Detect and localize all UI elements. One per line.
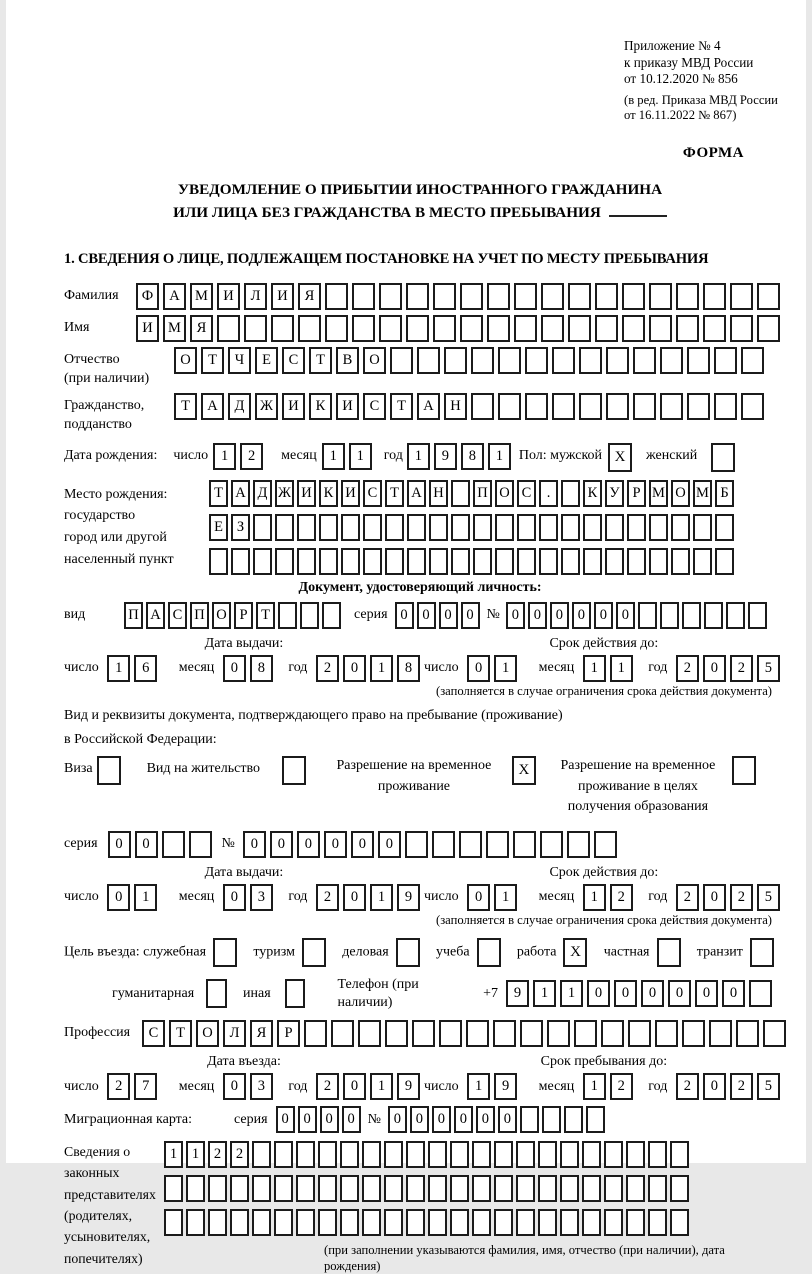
year-label: год: [648, 1078, 668, 1094]
year-label: год: [648, 889, 668, 905]
day-label: число: [423, 1078, 459, 1094]
stay-until-group: [424, 1053, 784, 1100]
residence-expiry-year-cells[interactable]: 2 0 2 5: [676, 884, 784, 911]
doc-expiry-year-cells[interactable]: 2 0 2 5: [676, 655, 784, 682]
residence-expiry-month-cells[interactable]: 1 2: [583, 884, 637, 911]
identity-doc-row: [64, 602, 776, 629]
residence-expiry-group: [424, 864, 784, 911]
residence-doc-intro: [64, 707, 776, 748]
residence-issue-group: [64, 864, 424, 911]
residence-doc-series-row: [64, 831, 776, 858]
revision-line: от 16.11.2022 № 867): [624, 108, 737, 123]
purpose-study-checkbox[interactable]: [477, 938, 501, 967]
legal-reps-note: (при заполнении указываются фамилия, имя, отчество (при наличии), дата рождения): [324, 1242, 725, 1273]
doc-issue-year-cells[interactable]: 2 0 1 8: [316, 655, 424, 682]
revision-line: (в ред. Приказа МВД России: [624, 92, 778, 107]
residence-expiry-title: Срок действия до:: [549, 865, 659, 881]
patronymic-cells[interactable]: О Т Ч Е С Т В О: [174, 347, 768, 374]
birth-place-row: [64, 480, 776, 575]
doc-expiry-day-cells[interactable]: 0 1: [467, 655, 521, 682]
patronymic-label: Отчество: [64, 351, 120, 367]
entry-purpose-row2: [64, 976, 776, 1011]
legal-reps-cells-line3[interactable]: [164, 1209, 692, 1236]
purpose-private-checkbox[interactable]: [657, 938, 681, 967]
doc-expiry-title: Срок действия до:: [549, 636, 659, 652]
day-label: число: [64, 889, 99, 905]
month-label: месяц: [538, 889, 575, 905]
doc-expiry-month-cells[interactable]: 1 1: [583, 655, 637, 682]
birth-place-cells-line1[interactable]: Т А Д Ж И К И С Т А Н П О С . К У Р М О М Б: [209, 480, 737, 507]
birth-day-cells[interactable]: 1 2: [213, 443, 267, 470]
year-label: год: [288, 889, 308, 905]
purpose-other-checkbox[interactable]: [285, 979, 306, 1008]
profession-cells[interactable]: С Т О Л Я Р: [142, 1020, 790, 1047]
citizenship-cells[interactable]: Т А Д Ж И К И С Т А Н: [174, 393, 768, 420]
day-label: число: [64, 660, 99, 676]
entry-purpose-option: деловая: [342, 938, 419, 967]
section1-heading: 1. СВЕДЕНИЯ О ЛИЦЕ, ПОДЛЕЖАЩЕМ ПОСТАНОВКЕ НА УЧЕТ ПО МЕСТУ ПРЕБЫВАНИЯ: [64, 251, 709, 268]
entry-date-title: Дата въезда:: [207, 1054, 281, 1070]
day-label: число: [64, 1078, 99, 1094]
identity-doc-heading: Документ, удостоверяющий личность:: [298, 579, 542, 595]
doc-issue-title: Дата выдачи:: [204, 636, 284, 652]
entry-date-group: [64, 1053, 424, 1100]
identity-doc-dates: [64, 635, 776, 682]
residence-permit-label: Вид на жительство: [146, 761, 260, 777]
day-label: число: [423, 660, 459, 676]
gender-female-label: женский: [646, 447, 698, 463]
title-blank-underline: [609, 203, 667, 217]
given-name-label: Имя: [64, 319, 90, 335]
birth-place-sublabel: город или другой: [64, 529, 167, 545]
number-label: №: [221, 836, 235, 852]
residence-expiry-day-cells[interactable]: 0 1: [467, 884, 521, 911]
entry-purpose-option: частная: [604, 938, 681, 967]
doc-type-label: вид: [64, 607, 86, 623]
phone-prefix: +7: [483, 986, 498, 1002]
migration-card-label: Миграционная карта:: [64, 1111, 193, 1127]
purpose-commercial-checkbox[interactable]: [396, 938, 420, 967]
residence-option-visa: [64, 756, 121, 785]
entry-purpose-option: работа X: [517, 938, 588, 967]
residence-expiry-note: (заполняется в случае ограничения срока действия документа): [436, 912, 772, 927]
surname-row: [64, 283, 776, 310]
series-label: серия: [234, 1111, 268, 1127]
year-label: год: [288, 660, 308, 676]
migration-number-cells[interactable]: 0 0 0 0 0 0: [388, 1106, 608, 1133]
entry-stay-dates: [64, 1053, 776, 1100]
month-label: месяц: [538, 660, 575, 676]
month-label: месяц: [281, 447, 317, 463]
profession-label: Профессия: [64, 1025, 131, 1041]
residence-permit-checkbox[interactable]: [282, 756, 306, 785]
birth-place-label: Место рождения:: [64, 486, 168, 502]
citizenship-label: Гражданство,: [64, 397, 145, 413]
form-title-line2: ИЛИ ЛИЦА БЕЗ ГРАЖДАНСТВА В МЕСТО ПРЕБЫВАНИЯ: [64, 202, 776, 225]
number-label: №: [367, 1111, 381, 1127]
doc-number-cells[interactable]: 0 0 0 0 0 0: [506, 602, 770, 629]
day-label: число: [173, 447, 209, 463]
series-label: серия: [64, 836, 98, 852]
year-label: год: [648, 660, 668, 676]
profession-row: [64, 1020, 776, 1047]
stay-day-cells[interactable]: 1 9: [467, 1073, 521, 1100]
birth-date-label: Дата рождения:: [64, 447, 158, 463]
doc-issue-month-cells[interactable]: 0 8: [223, 655, 277, 682]
visa-checkbox[interactable]: [97, 756, 121, 785]
residence-option-permit: [147, 756, 306, 785]
phone-label: Телефон (при наличии): [337, 977, 419, 1010]
citizenship-row: [64, 393, 776, 434]
stay-year-cells[interactable]: 2 0 2 5: [676, 1073, 784, 1100]
purpose-work-checkbox[interactable]: X: [563, 938, 587, 967]
stay-until-title: Срок пребывания до:: [540, 1054, 668, 1070]
temp-residence-label: Разрешение на временное проживание: [336, 758, 492, 794]
purpose-tourism-checkbox[interactable]: [302, 938, 326, 967]
birth-place-sublabel: государство: [64, 508, 136, 524]
gender-male-label: Пол: мужской: [518, 447, 603, 463]
month-label: месяц: [178, 660, 215, 676]
year-label: год: [383, 447, 403, 463]
month-label: месяц: [538, 1078, 575, 1094]
birth-place-sublabel: населенный пункт: [64, 551, 174, 567]
given-name-row: [64, 315, 776, 342]
purpose-humanitarian-label: гуманитарная: [112, 986, 195, 1002]
purpose-business-checkbox[interactable]: [213, 938, 237, 967]
entry-purpose-label: Цель въезда: служебная: [64, 945, 207, 961]
residence-doc-intro-line1: Вид и реквизиты документа, подтверждающего право на пребывание (проживание): [64, 708, 563, 724]
doc-type-cells[interactable]: П А С П О Р Т: [124, 602, 344, 629]
surname-label: Фамилия: [64, 287, 119, 303]
birth-date-row: [64, 443, 776, 472]
entry-purpose-option: туризм: [253, 938, 326, 967]
surname-cells[interactable]: Ф А М И Л И Я: [136, 283, 784, 310]
migration-series-cells[interactable]: 0 0 0 0: [276, 1106, 364, 1133]
series-label: серия: [354, 607, 388, 623]
year-label: год: [288, 1078, 308, 1094]
legal-reps-cells-line1[interactable]: 1 1 2 2: [164, 1141, 692, 1168]
given-name-cells[interactable]: И М Я: [136, 315, 784, 342]
entry-purpose-option: транзит: [697, 938, 774, 967]
doc-series-cells[interactable]: 0 0 0 0: [395, 602, 483, 629]
purpose-other-label: иная: [243, 986, 271, 1002]
residence-doc-intro-line2: в Российской Федерации:: [64, 731, 217, 747]
doc-issue-day-cells[interactable]: 1 6: [107, 655, 161, 682]
residence-option-education: [554, 756, 756, 817]
doc-issue-group: [64, 635, 424, 682]
arrival-notification-form: [6, 0, 806, 1273]
purpose-transit-checkbox[interactable]: [750, 938, 774, 967]
entry-year-cells[interactable]: 2 0 1 9: [316, 1073, 424, 1100]
patronymic-sublabel: (при наличии): [64, 371, 150, 387]
visa-label: Виза: [64, 761, 93, 777]
education-residence-checkbox[interactable]: [732, 756, 756, 785]
entry-purpose-option: [64, 938, 237, 967]
residence-issue-day-cells[interactable]: 0 1: [107, 884, 161, 911]
patronymic-row: [64, 347, 776, 388]
phone-cells[interactable]: 9 1 1 0 0 0 0 0 0: [506, 980, 776, 1007]
citizenship-sublabel: подданство: [64, 417, 132, 433]
legal-reps-label: Сведения о законных представителях (родителях, усыновителях, попечителях): [64, 1143, 156, 1266]
number-label: №: [486, 607, 500, 623]
residence-issue-title: Дата выдачи:: [204, 865, 284, 881]
gender-female-checkbox[interactable]: [711, 443, 735, 472]
education-residence-label: Разрешение на временное проживание в целях получения образования: [560, 758, 716, 814]
residence-series-cells[interactable]: 0 0: [108, 831, 216, 858]
birth-month-cells[interactable]: 1 1: [322, 443, 376, 470]
form-title-line1: УВЕДОМЛЕНИЕ О ПРИБЫТИИ ИНОСТРАННОГО ГРАЖДАНИНА: [177, 180, 663, 198]
birth-place-cells-line3[interactable]: [209, 548, 737, 575]
month-label: месяц: [178, 1078, 215, 1094]
entry-month-cells[interactable]: 0 3: [223, 1073, 277, 1100]
residence-doc-dates: [64, 864, 776, 911]
form-title: [64, 179, 776, 225]
residence-doc-options: [64, 756, 776, 817]
month-label: месяц: [178, 889, 215, 905]
residence-issue-year-cells[interactable]: 2 0 1 9: [316, 884, 424, 911]
stay-month-cells[interactable]: 1 2: [583, 1073, 637, 1100]
residence-number-cells[interactable]: 0 0 0 0 0 0: [243, 831, 621, 858]
temp-residence-checkbox[interactable]: X: [512, 756, 536, 785]
residence-option-temp: [328, 756, 536, 797]
migration-card-row: [64, 1106, 776, 1133]
appendix-line: Приложение № 4: [624, 38, 721, 53]
entry-day-cells[interactable]: 2 7: [107, 1073, 161, 1100]
legal-reps-cells-line2[interactable]: [164, 1175, 692, 1202]
entry-purpose-option: учеба: [436, 938, 501, 967]
day-label: число: [423, 889, 459, 905]
doc-expiry-group: [424, 635, 784, 682]
appendix-line: от 10.12.2020 № 856: [624, 71, 738, 86]
entry-purpose-row1: [64, 938, 776, 967]
birth-place-cells-line2[interactable]: Е З: [209, 514, 737, 541]
appendix-line: к приказу МВД России: [624, 54, 754, 70]
form-label: ФОРМА: [682, 144, 744, 161]
residence-issue-month-cells[interactable]: 0 3: [223, 884, 277, 911]
gender-male-checkbox[interactable]: X: [608, 443, 632, 472]
doc-expiry-note: (заполняется в случае ограничения срока действия документа): [436, 683, 772, 698]
purpose-humanitarian-checkbox[interactable]: [206, 979, 227, 1008]
legal-reps-row: [64, 1141, 776, 1274]
appendix-reference: [624, 38, 812, 124]
birth-year-cells[interactable]: 1 9 8 1: [407, 443, 515, 470]
